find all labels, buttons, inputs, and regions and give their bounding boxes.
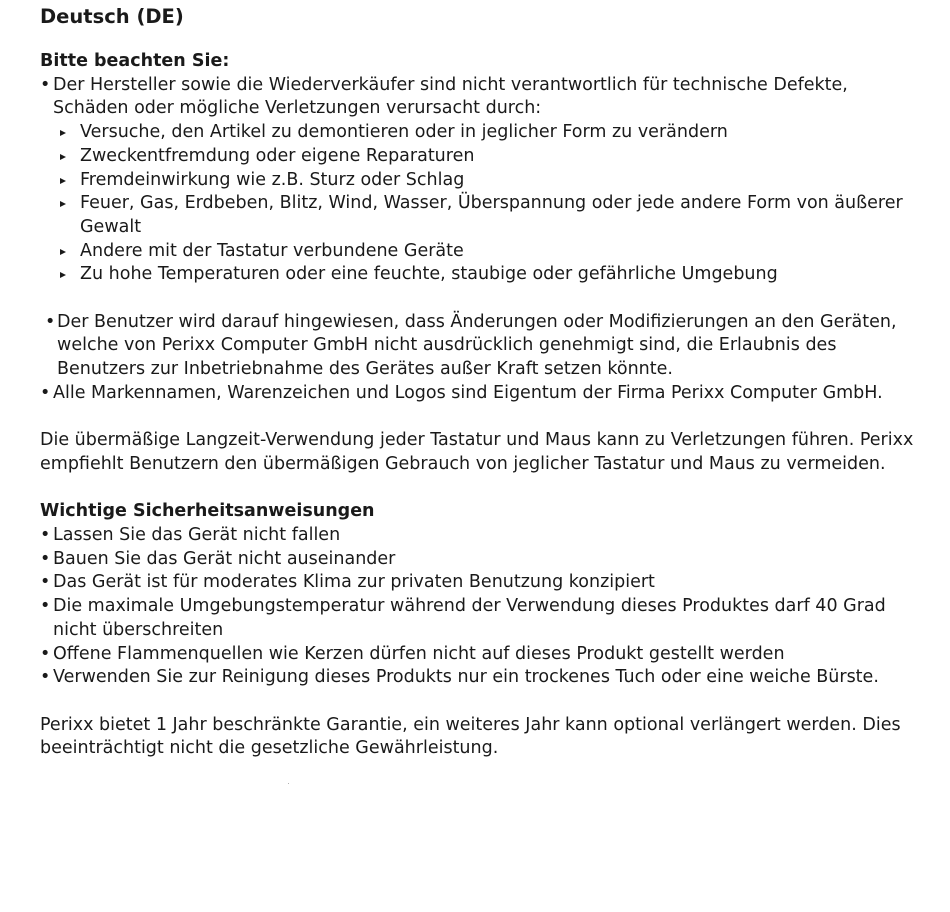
cause-item-text: Fremdeinwirkung wie z.B. Sturz oder Schlag — [80, 169, 465, 190]
list-item — [40, 382, 920, 406]
spacer — [40, 406, 920, 430]
bullet-icon: • — [40, 525, 51, 546]
safety-item-text: Bauen Sie das Gerät nicht auseinander — [53, 548, 396, 569]
cause-item-text: Versuche, den Artikel zu demontieren oder in jeglicher Form zu verändern — [80, 122, 728, 143]
notice-list — [40, 74, 920, 287]
bullet-icon: • — [40, 548, 51, 569]
document-page — [40, 4, 920, 761]
list-item — [40, 311, 920, 382]
warranty-text: Perixx bietet 1 Jahr beschränkte Garantie, ein weiteres Jahr kann optional verlängert werden. Dies beeinträchtigt nicht die gesetzliche Gewährleistung. — [40, 714, 901, 759]
spacer — [40, 690, 920, 714]
triangle-bullet-icon — [60, 154, 66, 160]
list-item — [40, 74, 920, 287]
user-notice-list — [40, 311, 920, 382]
safety-item-text: Lassen Sie das Gerät nicht fallen — [53, 525, 341, 546]
triangle-bullet-icon — [60, 178, 66, 184]
bullet-icon: • — [40, 382, 51, 403]
list-item — [40, 571, 920, 595]
trademark-text: Alle Markennamen, Warenzeichen und Logos sind Eigentum der Firma Perixx Computer GmbH. — [53, 382, 883, 403]
bullet-icon: • — [40, 667, 51, 688]
spacer — [40, 287, 920, 311]
stray-dot — [288, 783, 289, 784]
triangle-bullet-icon — [60, 249, 66, 255]
list-item — [40, 524, 920, 548]
language-title: Deutsch (DE) — [40, 5, 184, 28]
cause-item-text: Zu hohe Temperaturen oder eine feuchte, staubige oder gefährliche Umgebung — [80, 264, 778, 285]
triangle-bullet-icon — [60, 272, 66, 278]
safety-item-text: Offene Flammenquellen wie Kerzen dürfen nicht auf dieses Produkt gestellt werden — [53, 643, 785, 664]
cause-item-text: Zweckentfremdung oder eigene Reparaturen — [80, 145, 475, 166]
list-item — [80, 121, 920, 145]
cause-item-text: Feuer, Gas, Erdbeben, Blitz, Wind, Wasser, Überspannung oder jede andere Form von äußerer Gewalt — [80, 193, 903, 237]
notice-item-text: Der Hersteller sowie die Wiederverkäufer sind nicht verantwortlich für technische Defekte, Schäden oder mögliche Verletzungen verursacht durch: — [53, 74, 848, 119]
usage-warning: Die übermäßige Langzeit-Verwendung jeder Tastatur und Maus kann zu Verletzungen führen. Perixx empfiehlt Benutzern den übermäßigen Gebrauch von jeglicher Tastatur und Maus zu vermeiden. — [40, 430, 914, 474]
bullet-icon: • — [45, 311, 56, 332]
list-item — [40, 595, 920, 642]
bullet-icon: • — [40, 643, 51, 664]
cause-list — [53, 121, 920, 287]
triangle-bullet-icon — [60, 201, 66, 207]
list-item — [40, 548, 920, 572]
spacer — [40, 477, 920, 501]
user-notice-text: Der Benutzer wird darauf hingewiesen, dass Änderungen oder Modifizierungen an den Geräten, welche von Perixx Computer GmbH nicht ausdrücklich genehmigt sind, die Erlaubnis des Benutzers zur Inbetriebnahme des Gerätes außer Kraft setzen könnte. — [57, 311, 897, 380]
safety-item-text: Die maximale Umgebungstemperatur während der Verwendung dieses Produktes darf 40 Grad nicht überschreiten — [53, 596, 886, 640]
list-item — [80, 169, 920, 193]
trademark-list — [40, 382, 920, 406]
triangle-bullet-icon — [60, 130, 66, 136]
cause-item-text: Andere mit der Tastatur verbundene Geräte — [80, 240, 464, 261]
list-item — [40, 643, 920, 667]
bullet-icon: • — [40, 572, 51, 593]
safety-list — [40, 524, 920, 690]
safety-heading: Wichtige Sicherheitsanweisungen — [40, 501, 375, 522]
list-item — [80, 145, 920, 169]
list-item — [40, 666, 920, 690]
safety-item-text: Das Gerät ist für moderates Klima zur privaten Benutzung konzipiert — [53, 572, 655, 593]
list-item — [80, 263, 920, 287]
list-item — [80, 192, 920, 239]
notice-heading: Bitte beachten Sie: — [40, 51, 230, 71]
safety-item-text: Verwenden Sie zur Reinigung dieses Produkts nur ein trockenes Tuch oder eine weiche Bürste. — [53, 667, 879, 688]
list-item — [80, 240, 920, 264]
bullet-icon: • — [40, 596, 51, 617]
bullet-icon: • — [40, 74, 51, 95]
